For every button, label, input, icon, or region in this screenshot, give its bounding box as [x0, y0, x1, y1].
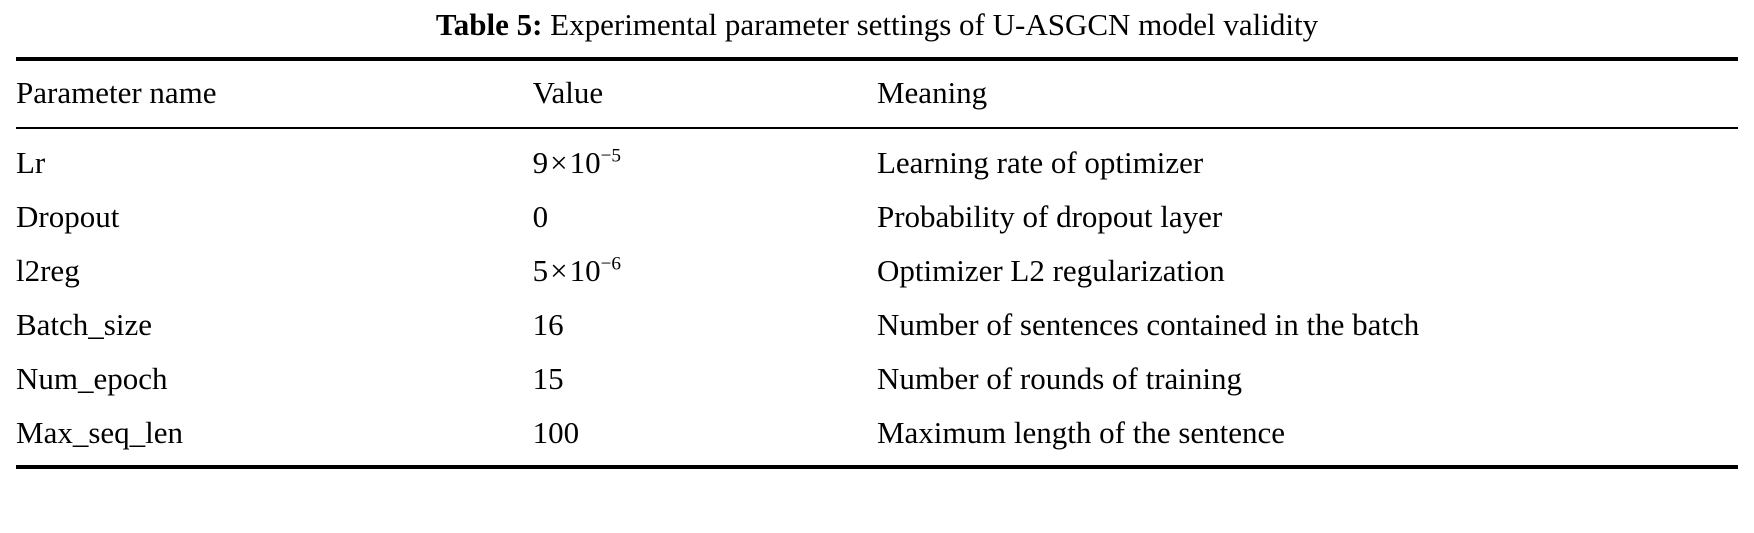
cell-value [533, 244, 877, 298]
multiplication-sign: × [550, 253, 568, 289]
table-row [16, 352, 1738, 406]
table-body [16, 128, 1738, 467]
cell-parameter-name: Num_epoch [16, 361, 168, 397]
column-header-value: Value [533, 59, 877, 128]
cell-parameter-name: Max_seq_len [16, 406, 533, 467]
cell-meaning: Optimizer L2 regularization [876, 253, 1225, 289]
cell-parameter-name: Dropout [16, 199, 120, 235]
cell-meaning: Number of rounds of training [876, 361, 1243, 397]
table-row [16, 128, 1738, 190]
cell-meaning: Maximum length of the sentence [877, 406, 1738, 467]
cell-parameter-name: Batch_size [16, 307, 153, 343]
table-row [16, 406, 1738, 467]
cell-meaning: Probability of dropout layer [876, 199, 1223, 235]
column-header-parameter-name: Parameter name [16, 59, 533, 128]
parameter-settings-table [16, 57, 1738, 469]
cell-parameter-name: l2reg [16, 253, 80, 289]
cell-value: 15 [532, 361, 564, 397]
cell-meaning: Learning rate of optimizer [877, 128, 1738, 190]
multiplication-sign: × [550, 145, 568, 181]
value-mantissa: 9 [532, 145, 549, 181]
cell-parameter-name: Lr [16, 128, 533, 190]
cell-value: 100 [533, 406, 877, 467]
table-row [16, 244, 1738, 298]
table-caption [16, 0, 1738, 57]
value-base: 10 [569, 145, 601, 181]
table-row [16, 298, 1738, 352]
table-header [16, 59, 1738, 128]
table-caption-text: Experimental parameter settings of U-ASGCN model validity [550, 7, 1319, 42]
cell-value: 16 [532, 307, 564, 343]
table-header-row [16, 59, 1738, 128]
value-base: 10 [569, 253, 601, 289]
cell-meaning: Number of sentences contained in the batch [876, 307, 1420, 343]
table-caption-label: Table 5: [435, 7, 543, 42]
value-exponent: −5 [600, 145, 622, 167]
value-exponent: −6 [600, 253, 622, 275]
cell-value [533, 128, 877, 190]
cell-value: 0 [532, 199, 549, 235]
column-header-meaning: Meaning [877, 59, 1738, 128]
table-row [16, 190, 1738, 244]
value-mantissa: 5 [532, 253, 549, 289]
